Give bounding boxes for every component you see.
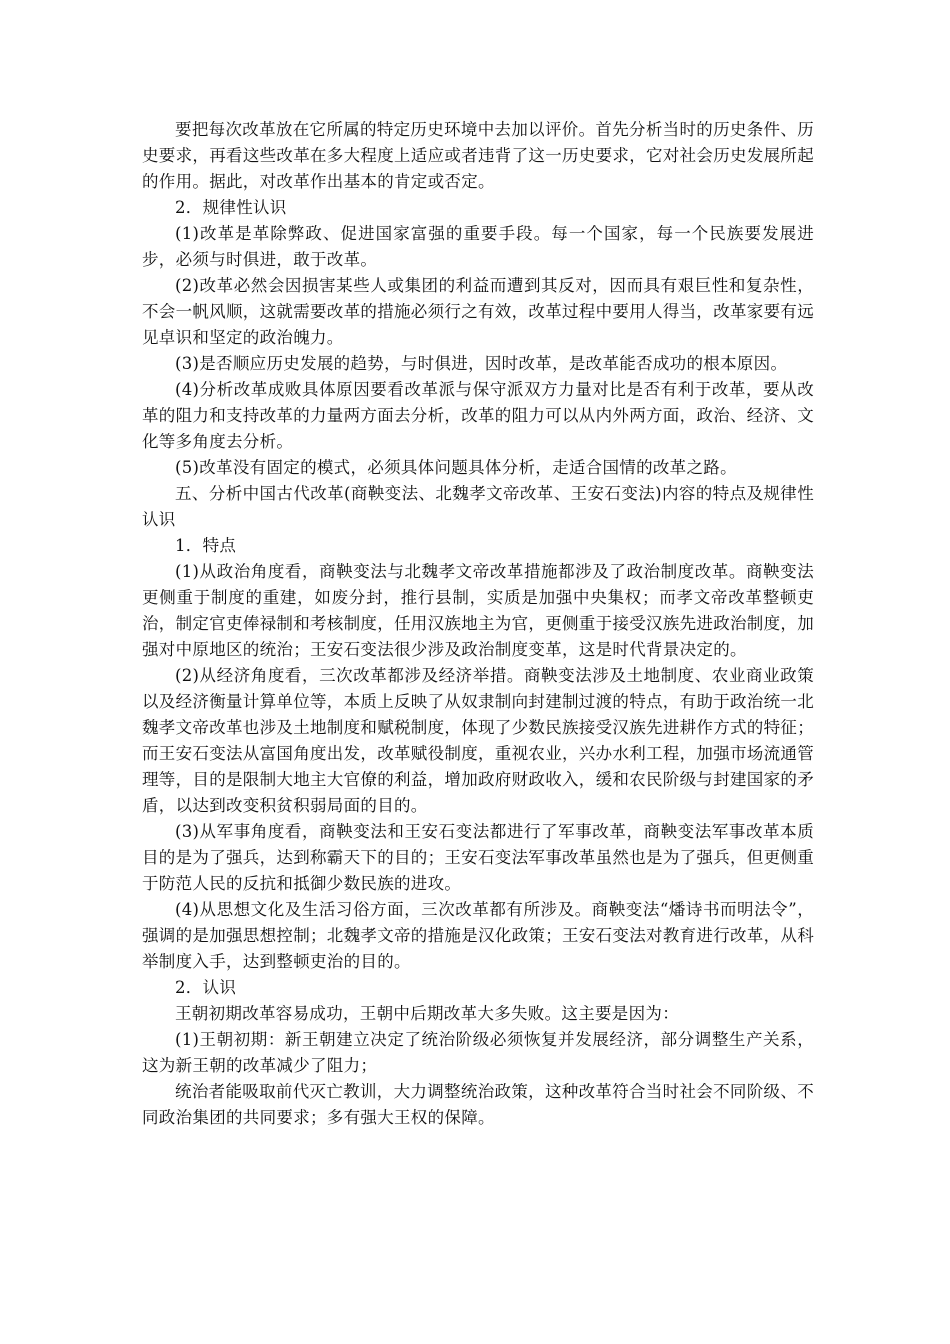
paragraph-evaluation-method: 要把每次改革放在它所属的特定历史环境中去加以评价。首先分析当时的历史条件、历史要求，再看这些改革在多大程度上适应或者违背了这一历史要求，它对社会历史发展所起的作用。据此，对改革作出基本的肯定或否定。 — [142, 120, 814, 191]
paragraph-understanding-intro: 王朝初期改革容易成功，王朝中后期改革大多失败。这主要是因为： — [175, 1004, 679, 1023]
paragraph-feature-culture: (4)从思想文化及生活习俗方面，三次改革都有所涉及。商鞅变法“燔诗书而明法令”，强调的是加强思想控制；北魏孝文帝的措施是汉化政策；王安石变法对教育进行改革，从科举制度入手，达到整顿吏治的目的。 — [142, 900, 814, 971]
heading-1-features: 1．特点 — [175, 536, 237, 555]
paragraph-feature-military: (3)从军事角度看，商鞅变法和王安石变法都进行了军事改革，商鞅变法军事改革本质目的是为了强兵，达到称霸天下的目的；王安石变法军事改革虽然也是为了强兵，但更侧重于防范人民的反抗和抵御少数民族的进攻。 — [142, 822, 814, 893]
heading-2-understanding: 2．认识 — [175, 978, 237, 997]
document-body — [142, 117, 814, 1131]
paragraph-understanding-1: (1)王朝初期：新王朝建立决定了统治阶级必须恢复并发展经济，部分调整生产关系，这为新王朝的改革减少了阻力； — [142, 1030, 814, 1075]
paragraph-regularity-1: (1)改革是革除弊政、促进国家富强的重要手段。每一个国家，每一个民族要发展进步，必须与时俱进，敢于改革。 — [142, 224, 814, 269]
paragraph-regularity-4: (4)分析改革成败具体原因要看改革派与保守派双方力量对比是否有利于改革，要从改革的阻力和支持改革的力量两方面去分析，改革的阻力可以从内外两方面，政治、经济、文化等多角度去分析。 — [142, 380, 814, 451]
heading-section-5: 五、分析中国古代改革(商鞅变法、北魏孝文帝改革、王安石变法)内容的特点及规律性认识 — [142, 484, 814, 529]
heading-2-regularity: 2．规律性认识 — [175, 198, 287, 217]
paragraph-regularity-3: (3)是否顺应历史发展的趋势，与时俱进，因时改革，是改革能否成功的根本原因。 — [175, 354, 788, 373]
paragraph-regularity-2: (2)改革必然会因损害某些人或集团的利益而遭到其反对，因而具有艰巨性和复杂性，不会一帆风顺，这就需要改革的措施必须行之有效，改革过程中要用人得当，改革家要有远见卓识和坚定的政治魄力。 — [142, 276, 814, 347]
paragraph-feature-economic: (2)从经济角度看，三次改革都涉及经济举措。商鞅变法涉及土地制度、农业商业政策以及经济衡量计算单位等，本质上反映了从奴隶制向封建制过渡的特点，有助于政治统一北魏孝文帝改革也涉及土地制度和赋税制度，体现了少数民族接受汉族先进耕作方式的特征；而王安石变法从富国角度出发，改革赋役制度，重视农业，兴办水利工程，加强市场流通管理等，目的是限制大地主大官僚的利益，增加政府财政收入，缓和农民阶级与封建国家的矛盾，以达到改变积贫积弱局面的目的。 — [142, 666, 814, 815]
paragraph-feature-political: (1)从政治角度看，商鞅变法与北魏孝文帝改革措施都涉及了政治制度改革。商鞅变法更侧重于制度的重建，如废分封，推行县制，实质是加强中央集权；而孝文帝改革整顿吏治，制定官吏俸禄制和考核制度，任用汉族地主为官，更侧重于接受汉族先进政治制度，加强对中原地区的统治；王安石变法很少涉及政治制度变革，这是时代背景决定的。 — [142, 562, 814, 659]
paragraph-regularity-5: (5)改革没有固定的模式，必须具体问题具体分析，走适合国情的改革之路。 — [175, 458, 737, 477]
paragraph-understanding-continued: 统治者能吸取前代灭亡教训，大力调整统治政策，这种改革符合当时社会不同阶级、不同政治集团的共同要求；多有强大王权的保障。 — [142, 1082, 814, 1127]
